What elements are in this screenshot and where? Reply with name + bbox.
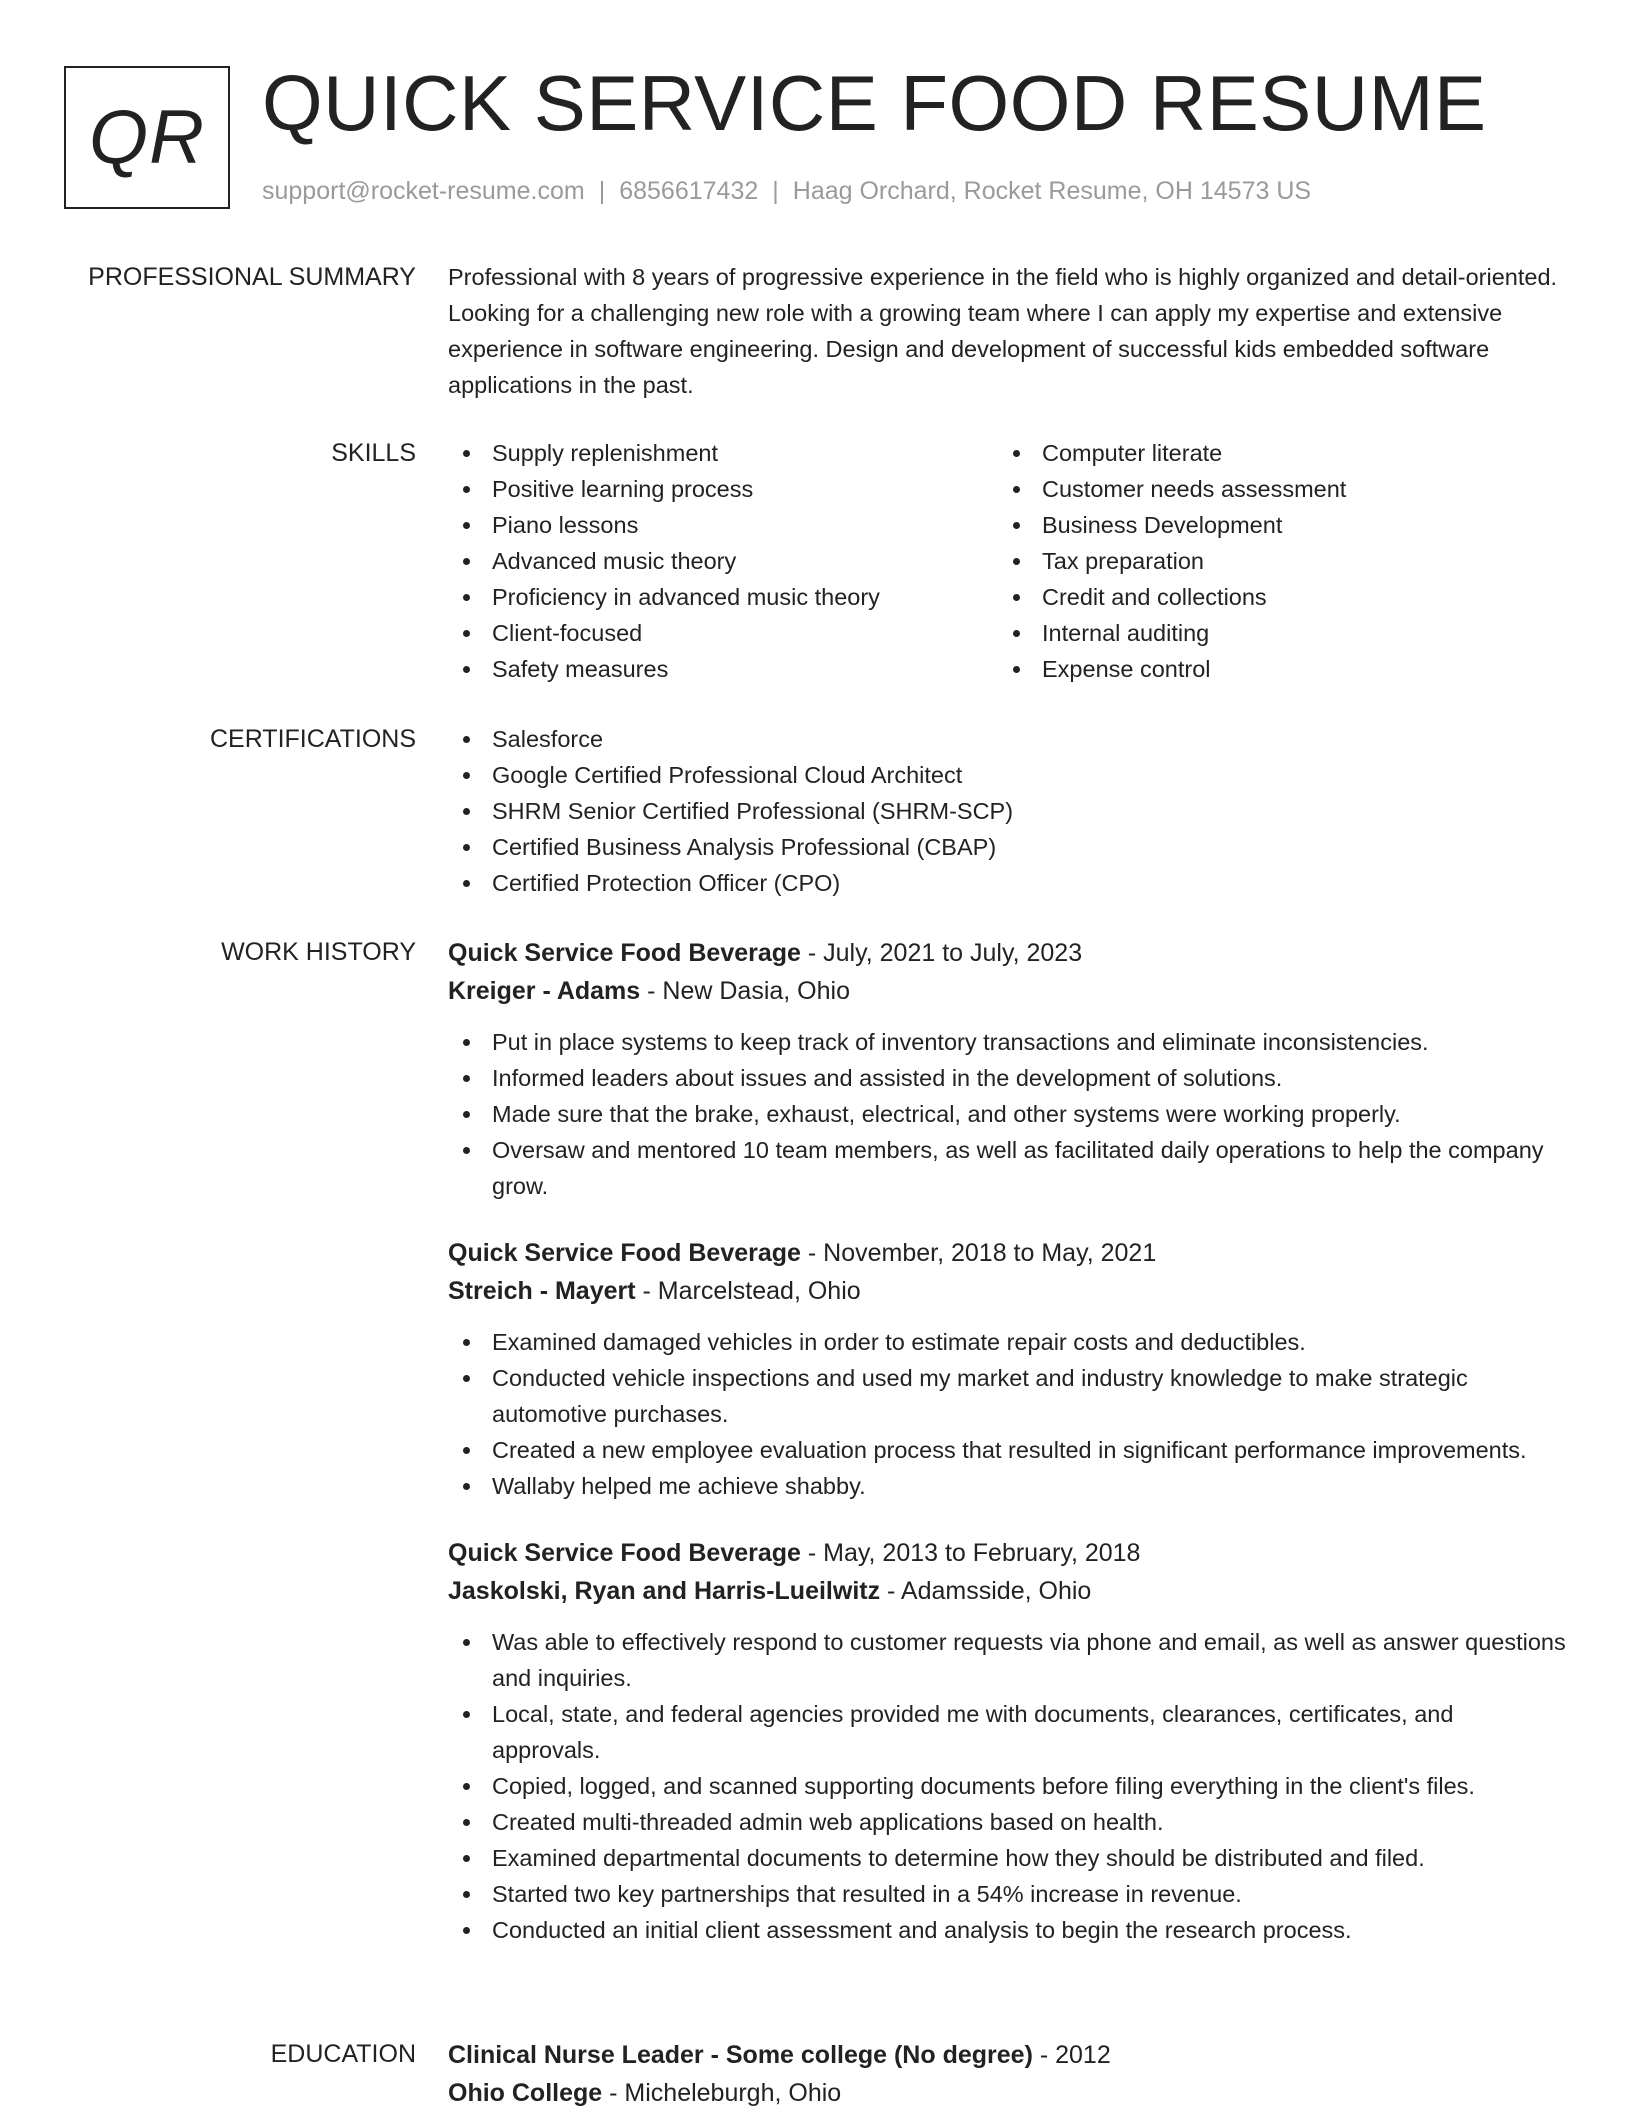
skills-columns bbox=[448, 435, 1568, 687]
work-history-body bbox=[448, 934, 1568, 1978]
contact-separator: | bbox=[772, 177, 779, 205]
skills-list-left bbox=[448, 435, 998, 687]
job-entry bbox=[448, 1234, 1568, 1504]
job-dates: - May, 2013 to February, 2018 bbox=[800, 1539, 1141, 1567]
job-bullets bbox=[448, 1324, 1568, 1504]
job-location: - New Dasia, Ohio bbox=[640, 977, 850, 1005]
skills-heading: SKILLS bbox=[331, 439, 416, 467]
job-dates: - November, 2018 to May, 2021 bbox=[800, 1239, 1157, 1267]
job-company-line bbox=[448, 972, 1568, 1010]
job-location: - Adamsside, Ohio bbox=[880, 1577, 1092, 1605]
list-item: Proficiency in advanced music theory bbox=[448, 579, 998, 615]
job-dates: - July, 2021 to July, 2023 bbox=[800, 939, 1083, 967]
list-item: Oversaw and mentored 10 team members, as well as facilitated daily operations to help the company grow. bbox=[448, 1132, 1568, 1204]
list-item: Salesforce bbox=[448, 721, 1568, 757]
education-year: - 2012 bbox=[1032, 2041, 1111, 2069]
job-title: Quick Service Food Beverage bbox=[448, 1539, 801, 1567]
summary-heading: PROFESSIONAL SUMMARY bbox=[88, 263, 416, 291]
list-item: Client-focused bbox=[448, 615, 998, 651]
list-item: Customer needs assessment bbox=[998, 471, 1548, 507]
contact-phone: 6856617432 bbox=[619, 177, 759, 205]
list-item: Examined damaged vehicles in order to estimate repair costs and deductibles. bbox=[448, 1324, 1568, 1360]
summary-text: Professional with 8 years of progressive experience in the field who is highly organized and detail-oriented. Looking for a challenging new role with a growing team where I can apply my expertise and extensive experience in software engineering. Design and development of successful kids embedded software applications in the past. bbox=[448, 264, 1558, 398]
skills-list-right bbox=[998, 435, 1548, 687]
monogram-initials: QR bbox=[89, 95, 205, 180]
list-item: Examined departmental documents to determine how they should be distributed and filed. bbox=[448, 1840, 1568, 1876]
job-entry bbox=[448, 934, 1568, 1204]
list-item: Tax preparation bbox=[998, 543, 1548, 579]
job-bullets bbox=[448, 1024, 1568, 1204]
job-company-line bbox=[448, 1572, 1568, 1610]
monogram-box bbox=[64, 66, 230, 209]
certifications-list bbox=[448, 721, 1568, 901]
education-degree: Clinical Nurse Leader - Some college (No degree) bbox=[448, 2041, 1033, 2069]
list-item: Advanced music theory bbox=[448, 543, 998, 579]
education-heading: EDUCATION bbox=[270, 2040, 416, 2068]
job-entry bbox=[448, 1534, 1568, 1948]
list-item: Conducted vehicle inspections and used my market and industry knowledge to make strategic automotive purchases. bbox=[448, 1360, 1568, 1432]
job-title-line bbox=[448, 934, 1568, 972]
education-school: Ohio College bbox=[448, 2079, 603, 2107]
list-item: Certified Protection Officer (CPO) bbox=[448, 865, 1568, 901]
list-item: SHRM Senior Certified Professional (SHRM-SCP) bbox=[448, 793, 1568, 829]
job-company: Streich - Mayert bbox=[448, 1277, 636, 1305]
list-item: Certified Business Analysis Professional (CBAP) bbox=[448, 829, 1568, 865]
job-company: Jaskolski, Ryan and Harris-Lueilwitz bbox=[448, 1577, 881, 1605]
education-school-line bbox=[448, 2074, 1568, 2112]
education-location: - Micheleburgh, Ohio bbox=[602, 2079, 842, 2107]
list-item: Piano lessons bbox=[448, 507, 998, 543]
list-item: Safety measures bbox=[448, 651, 998, 687]
list-item: Local, state, and federal agencies provided me with documents, clearances, certificates, and approvals. bbox=[448, 1696, 1568, 1768]
list-item: Informed leaders about issues and assisted in the development of solutions. bbox=[448, 1060, 1568, 1096]
list-item: Made sure that the brake, exhaust, electrical, and other systems were working properly. bbox=[448, 1096, 1568, 1132]
list-item: Business Development bbox=[998, 507, 1548, 543]
list-item: Copied, logged, and scanned supporting documents before filing everything in the client's files. bbox=[448, 1768, 1568, 1804]
job-title: Quick Service Food Beverage bbox=[448, 1239, 801, 1267]
job-company: Kreiger - Adams bbox=[448, 977, 641, 1005]
list-item: Put in place systems to keep track of inventory transactions and eliminate inconsistencies. bbox=[448, 1024, 1568, 1060]
job-title-line bbox=[448, 1234, 1568, 1272]
contact-line bbox=[262, 176, 1311, 206]
contact-address: Haag Orchard, Rocket Resume, OH 14573 US bbox=[792, 177, 1312, 205]
list-item: Positive learning process bbox=[448, 471, 998, 507]
job-company-line bbox=[448, 1272, 1568, 1310]
list-item: Started two key partnerships that resulted in a 54% increase in revenue. bbox=[448, 1876, 1568, 1912]
list-item: Credit and collections bbox=[998, 579, 1548, 615]
list-item: Conducted an initial client assessment and analysis to begin the research process. bbox=[448, 1912, 1568, 1948]
list-item: Google Certified Professional Cloud Architect bbox=[448, 757, 1568, 793]
list-item: Created a new employee evaluation process that resulted in significant performance improvements. bbox=[448, 1432, 1568, 1468]
job-title: Quick Service Food Beverage bbox=[448, 939, 801, 967]
list-item: Supply replenishment bbox=[448, 435, 998, 471]
contact-separator: | bbox=[598, 177, 606, 205]
certifications-heading: CERTIFICATIONS bbox=[209, 725, 416, 753]
education-body bbox=[448, 2036, 1568, 2112]
list-item: Computer literate bbox=[998, 435, 1548, 471]
work-history-heading: WORK HISTORY bbox=[221, 938, 416, 966]
list-item: Internal auditing bbox=[998, 615, 1548, 651]
list-item: Wallaby helped me achieve shabby. bbox=[448, 1468, 1568, 1504]
contact-email: support@rocket-resume.com bbox=[262, 177, 585, 205]
job-title-line bbox=[448, 1534, 1568, 1572]
list-item: Expense control bbox=[998, 651, 1548, 687]
job-location: - Marcelstead, Ohio bbox=[635, 1277, 861, 1305]
education-degree-line bbox=[448, 2036, 1568, 2074]
certifications-body bbox=[448, 721, 1568, 901]
list-item: Was able to effectively respond to customer requests via phone and email, as well as answer questions and inquiries. bbox=[448, 1624, 1568, 1696]
list-item: Created multi-threaded admin web applications based on health. bbox=[448, 1804, 1568, 1840]
resume-title: QUICK SERVICE FOOD RESUME bbox=[262, 59, 1487, 147]
job-bullets bbox=[448, 1624, 1568, 1948]
